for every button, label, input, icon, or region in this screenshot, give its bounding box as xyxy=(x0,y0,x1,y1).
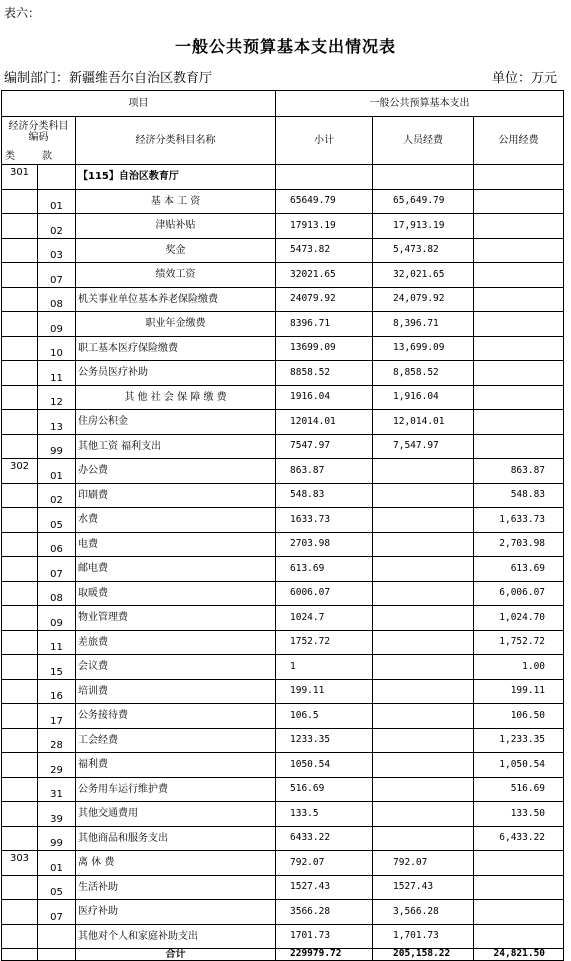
row-public: 1,633.73 xyxy=(474,508,564,533)
table-row xyxy=(2,924,564,949)
row-personnel: 1527.43 xyxy=(373,875,474,900)
row-class-code xyxy=(2,508,38,533)
row-subtotal: 13699.09 xyxy=(276,336,373,361)
header-subtotal: 小计 xyxy=(276,117,373,165)
row-personnel: 24,079.92 xyxy=(373,287,474,312)
row-item-name: 住房公积金 xyxy=(76,410,276,435)
budget-table xyxy=(1,90,564,961)
total-kuan xyxy=(38,949,76,961)
row-kuan-code: 13 xyxy=(38,410,76,435)
row-personnel xyxy=(373,165,474,190)
row-public: 6,433.22 xyxy=(474,826,564,851)
row-item-name: 奖金 xyxy=(76,238,276,263)
row-subtotal: 32021.65 xyxy=(276,263,373,288)
row-public: 613.69 xyxy=(474,557,564,582)
row-kuan-code: 12 xyxy=(38,385,76,410)
row-personnel xyxy=(373,826,474,851)
row-class-code xyxy=(2,336,38,361)
table-row xyxy=(2,777,564,802)
row-item-name: 会议费 xyxy=(76,655,276,680)
row-kuan-code: 31 xyxy=(38,777,76,802)
table-row xyxy=(2,532,564,557)
row-personnel xyxy=(373,630,474,655)
table-row xyxy=(2,287,564,312)
row-class-code xyxy=(2,924,38,949)
row-class-code xyxy=(2,434,38,459)
row-class-code xyxy=(2,728,38,753)
table-row xyxy=(2,728,564,753)
row-kuan-code xyxy=(38,165,76,190)
row-class-code xyxy=(2,238,38,263)
table-row xyxy=(2,655,564,680)
row-public: 106.50 xyxy=(474,704,564,729)
row-personnel xyxy=(373,802,474,827)
row-class-code: 301 xyxy=(2,165,38,190)
row-public xyxy=(474,924,564,949)
row-class-code xyxy=(2,557,38,582)
row-kuan-code: 09 xyxy=(38,312,76,337)
row-personnel xyxy=(373,679,474,704)
total-label: 合计 xyxy=(76,949,276,961)
row-kuan-code: 07 xyxy=(38,263,76,288)
table-row xyxy=(2,508,564,533)
table-row xyxy=(2,214,564,239)
row-item-name: 津贴补贴 xyxy=(76,214,276,239)
row-kuan-code: 05 xyxy=(38,875,76,900)
row-item-name: 职工基本医疗保险缴费 xyxy=(76,336,276,361)
row-item-name: 公务用车运行维护费 xyxy=(76,777,276,802)
row-public xyxy=(474,385,564,410)
row-item-name: 公务员医疗补助 xyxy=(76,361,276,386)
row-class-code xyxy=(2,826,38,851)
header-personnel: 人员经费 xyxy=(373,117,474,165)
table-row xyxy=(2,704,564,729)
row-personnel xyxy=(373,728,474,753)
row-class-code xyxy=(2,679,38,704)
row-public: 6,006.07 xyxy=(474,581,564,606)
table-row xyxy=(2,459,564,484)
row-item-name: 水费 xyxy=(76,508,276,533)
row-personnel: 7,547.97 xyxy=(373,434,474,459)
total-row xyxy=(2,949,564,961)
row-personnel: 792.07 xyxy=(373,851,474,876)
row-subtotal: 17913.19 xyxy=(276,214,373,239)
table-row xyxy=(2,434,564,459)
row-public xyxy=(474,165,564,190)
row-personnel xyxy=(373,704,474,729)
row-item-name: 机关事业单位基本养老保险缴费 xyxy=(76,287,276,312)
row-class-code xyxy=(2,410,38,435)
row-class-code xyxy=(2,214,38,239)
row-personnel: 1,701.73 xyxy=(373,924,474,949)
row-public xyxy=(474,434,564,459)
row-kuan-code: 08 xyxy=(38,287,76,312)
row-kuan-code: 15 xyxy=(38,655,76,680)
row-item-name: 离 休 费 xyxy=(76,851,276,876)
row-kuan-code: 09 xyxy=(38,606,76,631)
row-public: 2,703.98 xyxy=(474,532,564,557)
row-class-code xyxy=(2,361,38,386)
row-personnel xyxy=(373,655,474,680)
row-kuan-code: 16 xyxy=(38,679,76,704)
row-subtotal: 24079.92 xyxy=(276,287,373,312)
row-personnel: 32,021.65 xyxy=(373,263,474,288)
table-row xyxy=(2,802,564,827)
row-kuan-code: 06 xyxy=(38,532,76,557)
table-row xyxy=(2,410,564,435)
row-personnel xyxy=(373,777,474,802)
table-row xyxy=(2,312,564,337)
page-title: 一般公共预算基本支出情况表 xyxy=(174,37,396,56)
row-public: 1,233.35 xyxy=(474,728,564,753)
row-item-name: 取暖费 xyxy=(76,581,276,606)
table-row xyxy=(2,581,564,606)
row-subtotal: 1916.04 xyxy=(276,385,373,410)
row-public xyxy=(474,287,564,312)
row-item-name: 物业管理费 xyxy=(76,606,276,631)
table-row xyxy=(2,557,564,582)
total-subtotal: 229979.72 xyxy=(276,949,373,961)
row-item-name: 工会经费 xyxy=(76,728,276,753)
table-row xyxy=(2,679,564,704)
row-kuan-code: 07 xyxy=(38,557,76,582)
row-personnel xyxy=(373,606,474,631)
row-kuan-code: 02 xyxy=(38,214,76,239)
table-row xyxy=(2,385,564,410)
row-subtotal: 1633.73 xyxy=(276,508,373,533)
row-subtotal: 8858.52 xyxy=(276,361,373,386)
row-public xyxy=(474,238,564,263)
row-kuan-code: 03 xyxy=(38,238,76,263)
row-subtotal: 613.69 xyxy=(276,557,373,582)
row-kuan-code: 10 xyxy=(38,336,76,361)
row-personnel: 17,913.19 xyxy=(373,214,474,239)
row-item-name: 绩效工资 xyxy=(76,263,276,288)
row-personnel xyxy=(373,557,474,582)
row-class-code xyxy=(2,900,38,925)
row-personnel xyxy=(373,581,474,606)
row-class-code xyxy=(2,263,38,288)
table-row xyxy=(2,630,564,655)
row-subtotal: 792.07 xyxy=(276,851,373,876)
row-subtotal: 1 xyxy=(276,655,373,680)
header-code xyxy=(2,117,76,165)
row-personnel: 13,699.09 xyxy=(373,336,474,361)
row-item-name: 差旅费 xyxy=(76,630,276,655)
row-public xyxy=(474,336,564,361)
row-item-name: 其 他 社 会 保 障 缴 费 xyxy=(76,385,276,410)
row-class-code: 302 xyxy=(2,459,38,484)
row-subtotal: 1527.43 xyxy=(276,875,373,900)
row-subtotal: 3566.28 xyxy=(276,900,373,925)
table-row xyxy=(2,263,564,288)
row-public xyxy=(474,263,564,288)
row-item-name: 医疗补助 xyxy=(76,900,276,925)
row-public xyxy=(474,875,564,900)
row-kuan-code: 99 xyxy=(38,434,76,459)
unit-label: 单位：万元 xyxy=(491,71,557,86)
row-personnel: 1,916.04 xyxy=(373,385,474,410)
table-row xyxy=(2,189,564,214)
row-kuan-code: 28 xyxy=(38,728,76,753)
row-public: 516.69 xyxy=(474,777,564,802)
header-name: 经济分类科目名称 xyxy=(76,117,276,165)
row-item-name: 公务接待费 xyxy=(76,704,276,729)
row-personnel: 5,473.82 xyxy=(373,238,474,263)
row-kuan-code: 29 xyxy=(38,753,76,778)
row-personnel xyxy=(373,483,474,508)
row-item-name: 邮电费 xyxy=(76,557,276,582)
row-subtotal: 1701.73 xyxy=(276,924,373,949)
row-personnel: 8,396.71 xyxy=(373,312,474,337)
row-item-name: 基 本 工 资 xyxy=(76,189,276,214)
row-subtotal: 8396.71 xyxy=(276,312,373,337)
row-class-code xyxy=(2,189,38,214)
row-class-code xyxy=(2,287,38,312)
row-class-code xyxy=(2,655,38,680)
row-subtotal: 516.69 xyxy=(276,777,373,802)
row-subtotal: 6433.22 xyxy=(276,826,373,851)
row-subtotal: 5473.82 xyxy=(276,238,373,263)
row-public xyxy=(474,312,564,337)
row-kuan-code: 11 xyxy=(38,630,76,655)
row-class-code: 303 xyxy=(2,851,38,876)
row-public: 1.00 xyxy=(474,655,564,680)
row-subtotal: 65649.79 xyxy=(276,189,373,214)
header-group: 一般公共预算基本支出 xyxy=(276,91,564,117)
row-class-code xyxy=(2,483,38,508)
row-subtotal: 548.83 xyxy=(276,483,373,508)
table-row xyxy=(2,900,564,925)
header-kuan: 款 xyxy=(42,151,52,162)
table-row xyxy=(2,753,564,778)
row-class-code xyxy=(2,802,38,827)
header-code-line2: 编码 xyxy=(28,132,49,143)
row-kuan-code: 07 xyxy=(38,900,76,925)
row-item-name: 【115】自治区教育厅 xyxy=(76,165,276,190)
row-public: 199.11 xyxy=(474,679,564,704)
row-subtotal: 133.5 xyxy=(276,802,373,827)
row-personnel: 12,014.01 xyxy=(373,410,474,435)
row-subtotal: 199.11 xyxy=(276,679,373,704)
table-row xyxy=(2,361,564,386)
row-subtotal: 106.5 xyxy=(276,704,373,729)
row-kuan-code: 39 xyxy=(38,802,76,827)
row-item-name: 印刷费 xyxy=(76,483,276,508)
table-row xyxy=(2,826,564,851)
row-kuan-code: 05 xyxy=(38,508,76,533)
row-personnel xyxy=(373,459,474,484)
row-class-code xyxy=(2,312,38,337)
row-class-code xyxy=(2,777,38,802)
row-personnel xyxy=(373,532,474,557)
row-public: 1,024.70 xyxy=(474,606,564,631)
row-item-name: 生活补助 xyxy=(76,875,276,900)
row-public xyxy=(474,361,564,386)
row-class-code xyxy=(2,606,38,631)
total-personnel: 205,158.22 xyxy=(373,949,474,961)
row-subtotal: 12014.01 xyxy=(276,410,373,435)
header-public: 公用经费 xyxy=(474,117,564,165)
row-public xyxy=(474,900,564,925)
row-class-code xyxy=(2,385,38,410)
row-kuan-code: 02 xyxy=(38,483,76,508)
row-class-code xyxy=(2,875,38,900)
table-row xyxy=(2,851,564,876)
row-item-name: 职业年金缴费 xyxy=(76,312,276,337)
row-subtotal: 2703.98 xyxy=(276,532,373,557)
row-subtotal: 1752.72 xyxy=(276,630,373,655)
row-item-name: 电费 xyxy=(76,532,276,557)
row-class-code xyxy=(2,753,38,778)
row-kuan-code: 17 xyxy=(38,704,76,729)
row-class-code xyxy=(2,532,38,557)
row-public: 863.87 xyxy=(474,459,564,484)
total-public: 24,821.50 xyxy=(474,949,564,961)
row-item-name: 其他工资 福利支出 xyxy=(76,434,276,459)
row-public: 548.83 xyxy=(474,483,564,508)
row-class-code xyxy=(2,704,38,729)
table-row xyxy=(2,483,564,508)
row-kuan-code: 01 xyxy=(38,459,76,484)
row-item-name: 培训费 xyxy=(76,679,276,704)
row-kuan-code: 01 xyxy=(38,851,76,876)
row-kuan-code: 11 xyxy=(38,361,76,386)
row-item-name: 福利费 xyxy=(76,753,276,778)
row-personnel: 65,649.79 xyxy=(373,189,474,214)
table-row xyxy=(2,336,564,361)
row-public: 1,752.72 xyxy=(474,630,564,655)
row-kuan-code: 01 xyxy=(38,189,76,214)
row-subtotal: 1050.54 xyxy=(276,753,373,778)
row-public xyxy=(474,189,564,214)
row-item-name: 办公费 xyxy=(76,459,276,484)
row-public: 133.50 xyxy=(474,802,564,827)
table-row xyxy=(2,606,564,631)
compiling-department: 编制部门：新疆维吾尔自治区教育厅 xyxy=(4,71,213,86)
row-kuan-code: 99 xyxy=(38,826,76,851)
row-item-name: 其他商品和服务支出 xyxy=(76,826,276,851)
row-public xyxy=(474,410,564,435)
row-personnel: 3,566.28 xyxy=(373,900,474,925)
row-personnel: 8,858.52 xyxy=(373,361,474,386)
row-public xyxy=(474,214,564,239)
row-kuan-code xyxy=(38,924,76,949)
row-subtotal: 1024.7 xyxy=(276,606,373,631)
table-row xyxy=(2,238,564,263)
header-item: 项目 xyxy=(2,91,276,117)
total-cls xyxy=(2,949,38,961)
row-subtotal: 1233.35 xyxy=(276,728,373,753)
table-row xyxy=(2,875,564,900)
row-public: 1,050.54 xyxy=(474,753,564,778)
row-public xyxy=(474,851,564,876)
row-class-code xyxy=(2,630,38,655)
header-code-line1: 经济分类科目 xyxy=(8,121,69,132)
header-class: 类 xyxy=(5,151,15,162)
table-row xyxy=(2,165,564,190)
row-item-name: 其他交通费用 xyxy=(76,802,276,827)
row-item-name: 其他对个人和家庭补助支出 xyxy=(76,924,276,949)
row-kuan-code: 08 xyxy=(38,581,76,606)
row-personnel xyxy=(373,753,474,778)
row-subtotal: 863.87 xyxy=(276,459,373,484)
row-personnel xyxy=(373,508,474,533)
row-subtotal: 7547.97 xyxy=(276,434,373,459)
row-class-code xyxy=(2,581,38,606)
row-subtotal xyxy=(276,165,373,190)
row-subtotal: 6006.07 xyxy=(276,581,373,606)
table-number: 表六： xyxy=(4,6,41,20)
